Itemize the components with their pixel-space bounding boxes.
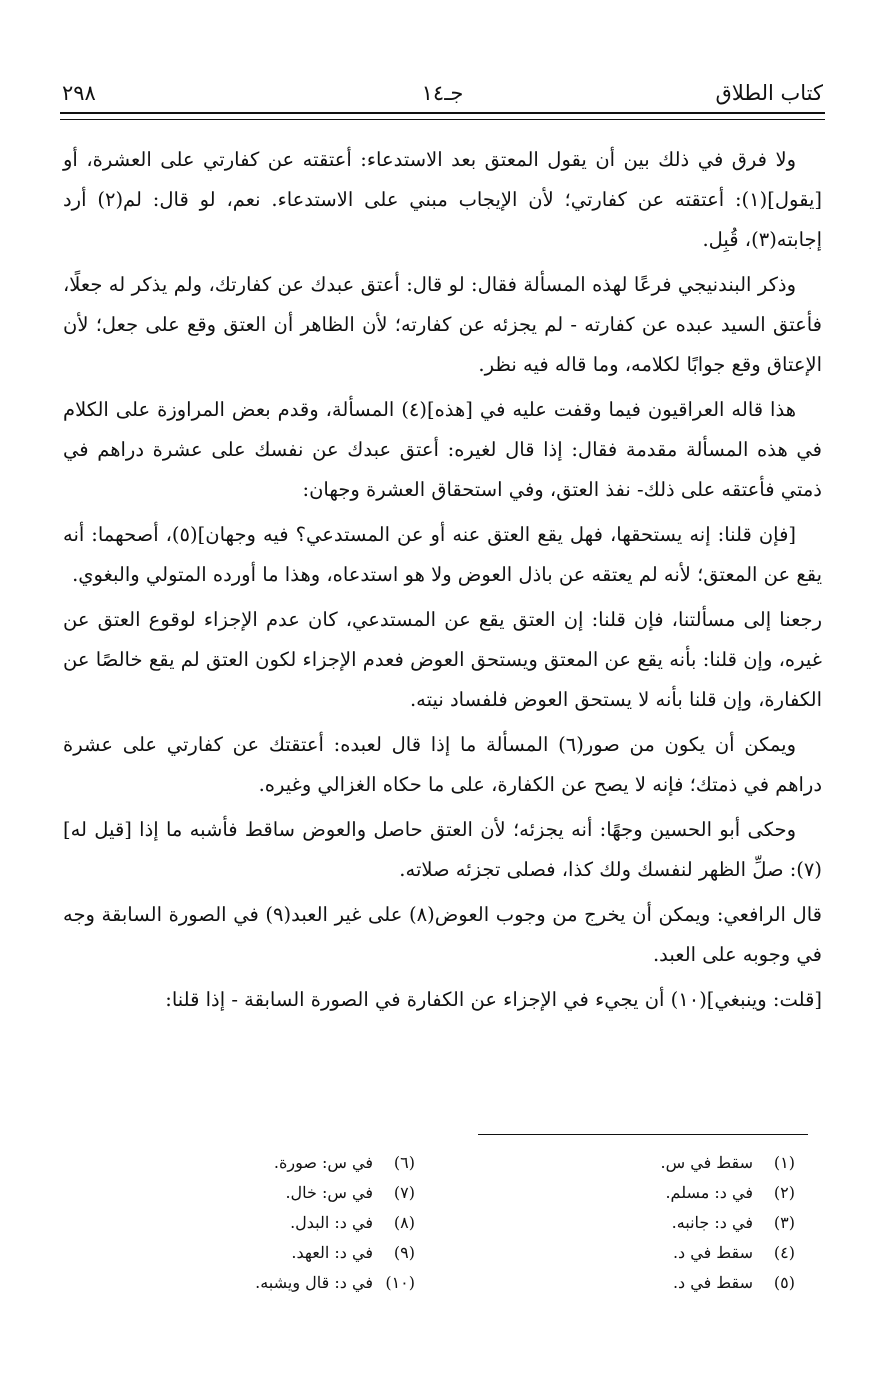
footnotes-column-right xyxy=(465,1148,795,1298)
footnote-number: (٢) xyxy=(773,1183,795,1202)
footnote-number: (٥) xyxy=(773,1273,795,1292)
paragraph: رجعنا إلى مسألتنا، فإن قلنا: إن العتق يقع عن المستدعي، كان عدم الإجزاء لوقوع العتق عن غيره، وإن قلنا: بأنه يقع عن المعتق ويستحق العوض فعدم الإجزاء لكون العتق لم يقع خالصًا عن الكفارة، وإن قلنا بأنه لا يستحق العوض فلفساد نيته. xyxy=(63,608,822,711)
footnote-text: سقط في س. xyxy=(660,1153,753,1172)
footnote xyxy=(465,1148,795,1178)
footnotes-column-left xyxy=(115,1148,415,1298)
paragraph: ولا فرق في ذلك بين أن يقول المعتق بعد الاستدعاء: أعتقته عن كفارتي على العشرة، أو [يقول](١): أعتقته عن كفارتي؛ لأن الإيجاب مبني على الاستدعاء. نعم، لو قال: لم(٢) أرد إجابته(٣)، قُبِل. xyxy=(63,148,822,251)
footnote-number: (١) xyxy=(773,1153,795,1172)
paragraph: وحكى أبو الحسين وجهًا: أنه يجزئه؛ لأن العتق حاصل والعوض ساقط فأشبه ما إذا [قيل له](٧): صلِّ الظهر لنفسك ولك كذا، فصلى تجزئه صلاته. xyxy=(63,818,822,881)
footnote-text: سقط في د. xyxy=(672,1273,753,1292)
footnote-number: (٧) xyxy=(393,1183,415,1202)
footnote xyxy=(465,1268,795,1298)
footnote xyxy=(115,1148,415,1178)
footnote xyxy=(115,1208,415,1238)
footnote-rule xyxy=(478,1134,808,1135)
footnote-text: في س: خال. xyxy=(285,1183,373,1202)
header-rule-thick xyxy=(60,112,825,114)
paragraph: ويمكن أن يكون من صور(٦) المسألة ما إذا قال لعبده: أعتقتك عن كفارتي على عشرة دراهم في ذمتك؛ فإنه لا يصح عن الكفارة، على ما حكاه الغزالي وغيره. xyxy=(63,733,822,796)
footnote-number: (٨) xyxy=(393,1213,415,1232)
footnote-number: (١٠) xyxy=(385,1273,415,1292)
footnote-text: في س: صورة. xyxy=(273,1153,373,1172)
footnote xyxy=(115,1238,415,1268)
book-title: كتاب الطلاق xyxy=(715,81,823,105)
footnote-text: في د: العهد. xyxy=(291,1243,373,1262)
paragraph: [فإن قلنا: إنه يستحقها، فهل يقع العتق عنه أو عن المستدعي؟ فيه وجهان](٥)، أصحهما: أنه يقع عن المعتق؛ لأنه لم يعتقه عن باذل العوض ولا هو استدعاه، وهذا ما أورده المتولي والبغوي. xyxy=(63,523,822,586)
footnote-text: في د: مسلم. xyxy=(665,1183,753,1202)
volume-label: جـ١٤ xyxy=(421,81,464,105)
footnote-number: (٣) xyxy=(773,1213,795,1232)
footnote-number: (٩) xyxy=(393,1243,415,1262)
footnote-text: في د: قال ويشبه. xyxy=(255,1273,373,1292)
footnote-number: (٤) xyxy=(773,1243,795,1262)
footnote xyxy=(115,1178,415,1208)
paragraph: هذا قاله العراقيون فيما وقفت عليه في [هذه](٤) المسألة، وقدم بعض المراوزة على الكلام في هذه المسألة مقدمة فقال: إذا قال لغيره: أعتق عبدك عن نفسك على عشرة دراهم في ذمتي فأعتقه على ذلك- نفذ العتق، وفي استحقاق العشرة وجهان: xyxy=(63,398,822,501)
footnote-text: في د: البدل. xyxy=(290,1213,373,1232)
footnote-text: في د: جانبه. xyxy=(671,1213,753,1232)
running-header xyxy=(62,78,823,112)
page-number: ٢٩٨ xyxy=(62,81,96,105)
paragraph: قال الرافعي: ويمكن أن يخرج من وجوب العوض(٨) على غير العبد(٩) في الصورة السابقة وجه في وجوبه على العبد. xyxy=(63,903,822,966)
footnote-text: سقط في د. xyxy=(672,1243,753,1262)
footnote xyxy=(115,1268,415,1298)
paragraph: وذكر البندنيجي فرعًا لهذه المسألة فقال: لو قال: أعتق عبدك عن كفارتك، ولم يذكر له جعلًا، فأعتق السيد عبده عن كفارته - لم يجزئه عن كفارته؛ لأن الظاهر أن العتق وقع على جعل؛ لأن الإعتاق وقع جوابًا لكلامه، وما قاله فيه نظر. xyxy=(63,273,822,376)
main-text xyxy=(63,140,822,1025)
footnote xyxy=(465,1178,795,1208)
footnote xyxy=(465,1238,795,1268)
paragraph: [قلت: وينبغي](١٠) أن يجيء في الإجزاء عن الكفارة في الصورة السابقة - إذا قلنا: xyxy=(165,988,822,1011)
footnote-number: (٦) xyxy=(393,1153,415,1172)
footnote xyxy=(465,1208,795,1238)
header-rule-thin xyxy=(60,119,825,120)
